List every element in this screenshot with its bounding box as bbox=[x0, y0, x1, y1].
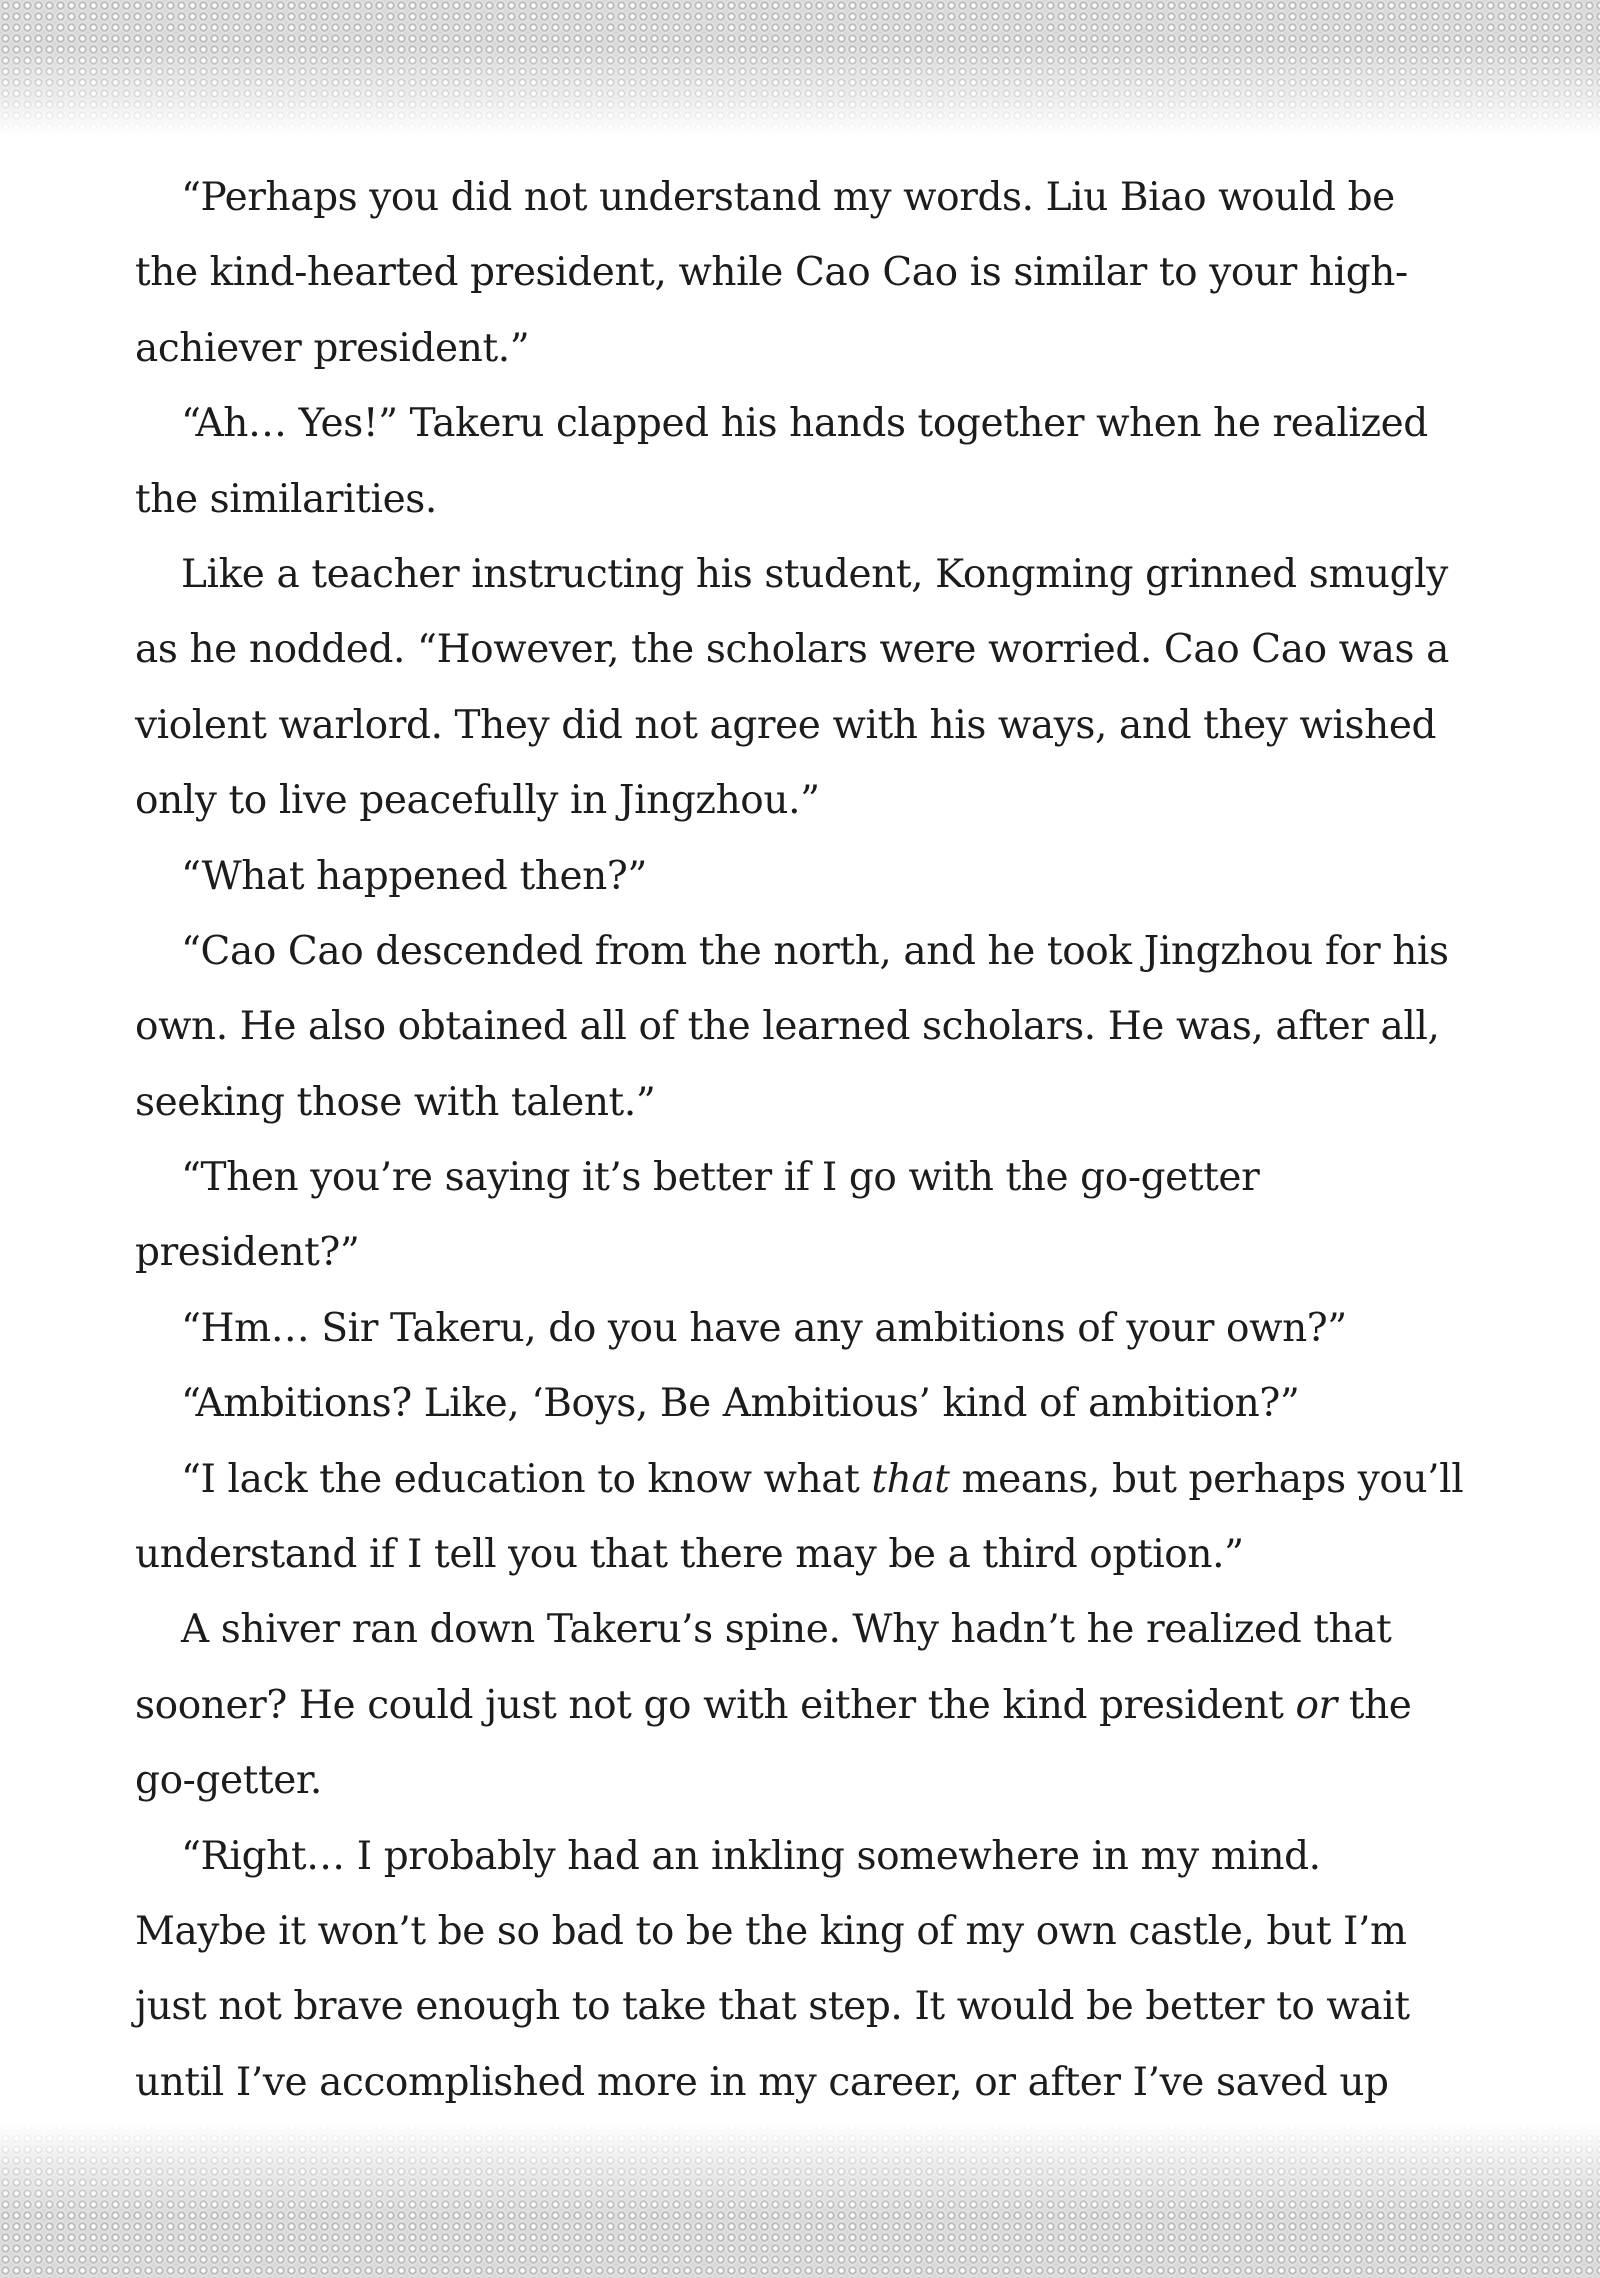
text-line: president?” bbox=[135, 1230, 360, 1276]
text-line: seeking those with talent.” bbox=[135, 1079, 656, 1125]
text-line: “Perhaps you did not understand my words. Liu Biao would be bbox=[181, 175, 1395, 220]
text-line: A shiver ran down Takeru’s spine. Why hadn’t he realized that bbox=[181, 1607, 1392, 1653]
text-line: the kind-hearted president, while Cao Cao is similar to your high- bbox=[135, 250, 1408, 296]
bottom-decorative-pattern bbox=[0, 2122, 1600, 2278]
text-line: violent warlord. They did not agree with his ways, and they wished bbox=[135, 702, 1437, 748]
text-segment: “I lack the education to know what bbox=[181, 1456, 872, 1502]
text-line: only to live peacefully in Jingzhou.” bbox=[135, 778, 820, 824]
text-line: achiever president.” bbox=[135, 325, 530, 371]
text-line: until I’ve accomplished more in my career, or after I’ve saved up bbox=[135, 2059, 1389, 2105]
top-decorative-pattern bbox=[0, 0, 1600, 135]
emphasis-text: that bbox=[871, 1456, 950, 1502]
text-line: “Then you’re saying it’s better if I go with the go-getter bbox=[181, 1155, 1260, 1201]
text-segment: sooner? He could just not go with either the kind president bbox=[135, 1682, 1296, 1728]
text-segment: the bbox=[1336, 1682, 1412, 1728]
text-line bbox=[135, 1442, 1464, 1517]
text-line: Like a teacher instructing his student, Kongming grinned smugly bbox=[181, 551, 1448, 597]
page-text bbox=[135, 160, 1464, 2120]
text-line bbox=[135, 1668, 1435, 1743]
text-line: “What happened then?” bbox=[181, 853, 647, 899]
text-line: “Ambitions? Like, ‘Boys, Be Ambitious’ kind of ambition?” bbox=[181, 1381, 1300, 1427]
text-line: as he nodded. “However, the scholars were worried. Cao Cao was a bbox=[135, 627, 1449, 673]
text-line: “Right… I probably had an inkling somewhere in my mind. bbox=[181, 1833, 1321, 1879]
text-line: just not brave enough to take that step. It would be better to wait bbox=[135, 1984, 1410, 2030]
text-line: “Cao Cao descended from the north, and he took Jingzhou for his bbox=[181, 928, 1449, 974]
emphasis-text: or bbox=[1295, 1682, 1337, 1728]
text-line: the similarities. bbox=[135, 476, 437, 522]
text-line: own. He also obtained all of the learned scholars. He was, after all, bbox=[135, 1004, 1440, 1050]
text-line: “Hm… Sir Takeru, do you have any ambitions of your own?” bbox=[181, 1305, 1347, 1351]
text-line: Maybe it won’t be so bad to be the king of my own castle, but I’m bbox=[135, 1908, 1407, 1954]
text-line: go-getter. bbox=[135, 1758, 322, 1804]
text-line: “Ah… Yes!” Takeru clapped his hands together when he realized bbox=[181, 401, 1428, 447]
text-segment: means, but perhaps you’ll bbox=[949, 1456, 1464, 1502]
text-line: understand if I tell you that there may be a third option.” bbox=[135, 1532, 1244, 1578]
